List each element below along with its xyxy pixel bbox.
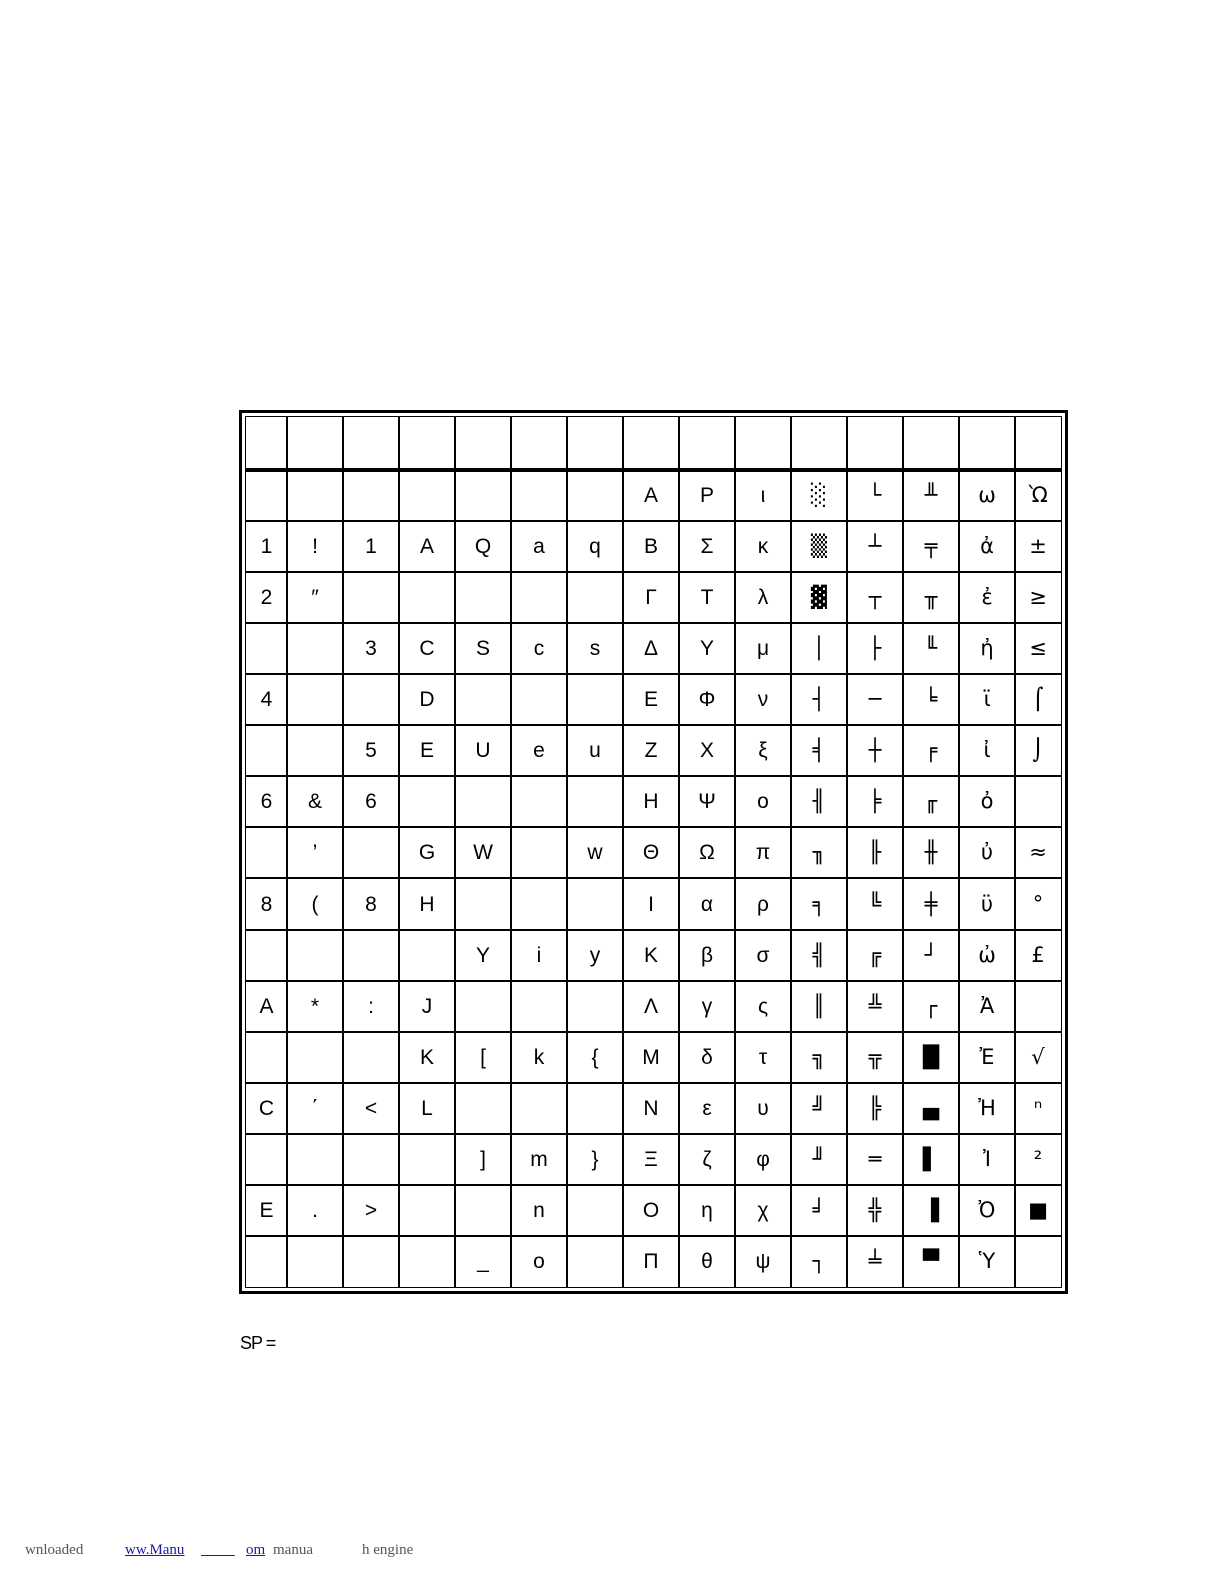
table-cell xyxy=(343,1236,399,1287)
table-cell: [ xyxy=(480,1046,486,1069)
table-cell: w xyxy=(587,841,603,864)
table-cell xyxy=(399,572,455,623)
table-cell xyxy=(246,930,287,981)
table-cell xyxy=(246,725,287,776)
table-cell: 2 xyxy=(260,586,273,609)
table-cell: ϋ xyxy=(980,891,994,916)
table-cell: τ xyxy=(758,1046,768,1069)
table-cell: ╙ xyxy=(924,636,938,660)
table-cell: ■ xyxy=(1028,1198,1048,1222)
table-cell: D xyxy=(419,688,435,711)
table-cell: ! xyxy=(312,535,318,558)
table-cell xyxy=(399,1236,455,1287)
table-cell: 8 xyxy=(260,892,273,916)
table-cell: ω xyxy=(978,483,996,507)
sp-note: SP = xyxy=(240,1333,276,1353)
table-cell xyxy=(511,470,567,521)
table-cell: ≈ xyxy=(1029,840,1047,864)
table-cell: Λ xyxy=(643,995,659,1018)
table-cell: . xyxy=(312,1199,318,1222)
table-cell: U xyxy=(475,739,491,762)
table-cell: Ν xyxy=(643,1097,659,1120)
table-cell: ░ xyxy=(810,483,828,507)
table-cell xyxy=(246,827,287,878)
table-cell: Ι xyxy=(648,892,654,916)
table-cell: κ xyxy=(757,535,769,558)
table-cell: e xyxy=(533,739,545,762)
table-cell xyxy=(735,417,791,470)
table-cell: L xyxy=(421,1097,433,1120)
table-cell xyxy=(287,1236,343,1287)
table-cell: A xyxy=(419,535,434,558)
table-cell xyxy=(246,623,287,674)
table-cell: n xyxy=(533,1199,545,1222)
table-cell xyxy=(343,470,399,521)
table-cell xyxy=(343,827,399,878)
table-cell: ὀ xyxy=(980,789,994,813)
table-cell: ╧ xyxy=(868,1249,882,1273)
table-cell xyxy=(567,981,623,1032)
table-cell xyxy=(287,470,343,521)
table-cell: ▌ xyxy=(922,1147,940,1171)
table-cell xyxy=(511,827,567,878)
table-cell: k xyxy=(533,1046,545,1069)
table-cell xyxy=(1015,417,1061,470)
table-cell: y xyxy=(589,944,601,967)
table-cell xyxy=(287,1032,343,1083)
table-cell xyxy=(399,930,455,981)
table-cell xyxy=(567,1236,623,1287)
table-cell: s xyxy=(589,637,601,660)
table-cell: Π xyxy=(643,1250,659,1273)
table-cell: 1 xyxy=(365,535,377,558)
footer-link-gap[interactable] xyxy=(201,1542,235,1558)
table-cell xyxy=(903,417,959,470)
table-cell xyxy=(1015,981,1061,1032)
table-cell: θ xyxy=(701,1250,713,1273)
table-cell: ε xyxy=(702,1097,712,1120)
table-cell: Ζ xyxy=(644,739,658,762)
table-cell xyxy=(623,417,679,470)
table-cell: ἠ xyxy=(980,636,994,660)
table-cell: ≤ xyxy=(1029,636,1047,660)
table-cell: Ξ xyxy=(644,1148,658,1171)
table-cell xyxy=(246,417,287,470)
table-cell: ┤ xyxy=(812,687,826,711)
table-cell: └ xyxy=(868,483,882,507)
table-cell xyxy=(287,725,343,776)
table-cell xyxy=(567,674,623,725)
table-cell: G xyxy=(418,841,436,864)
table-cell: ὐ xyxy=(980,840,994,864)
table-cell: ⌡ xyxy=(1032,738,1044,762)
table-cell xyxy=(455,417,511,470)
table-cell: √ xyxy=(1031,1045,1045,1069)
table-cell: δ xyxy=(701,1046,713,1069)
table-cell xyxy=(455,674,511,725)
table-cell xyxy=(847,417,903,470)
table-cell: Ἀ xyxy=(979,994,995,1018)
table-cell: ² xyxy=(1033,1147,1043,1171)
table-cell xyxy=(567,776,623,827)
table-cell: ╣ xyxy=(812,943,826,967)
table-cell: ⁿ xyxy=(1033,1096,1043,1120)
table-cell: > xyxy=(364,1199,378,1222)
table-cell: Δ xyxy=(643,637,659,660)
table-cell xyxy=(399,1185,455,1236)
table-cell: Ὑ xyxy=(978,1249,996,1273)
table-cell: ι xyxy=(760,484,766,507)
character-table-grid xyxy=(245,416,1062,1288)
table-cell: ╬ xyxy=(868,1198,882,1222)
table-cell: Χ xyxy=(699,739,714,762)
table-cell xyxy=(287,1134,343,1185)
table-cell xyxy=(399,470,455,521)
table-cell: ⌠ xyxy=(1032,687,1044,711)
table-cell: β xyxy=(700,944,714,967)
table-cell: ┴ xyxy=(868,534,882,558)
table-cell xyxy=(399,417,455,470)
table-cell: χ xyxy=(757,1199,769,1222)
table-cell: η xyxy=(701,1199,713,1222)
table-cell: α xyxy=(700,892,714,916)
table-cell xyxy=(343,572,399,623)
table-cell: ▐ xyxy=(922,1198,940,1222)
table-cell: Ὀ xyxy=(978,1198,996,1222)
table-cell: ἰ xyxy=(983,738,991,762)
table-cell: Σ xyxy=(700,535,714,558)
table-cell: ╨ xyxy=(924,483,938,507)
table-cell: ο xyxy=(757,790,769,813)
table-cell: K xyxy=(419,1046,434,1069)
table-cell xyxy=(511,878,567,930)
table-cell xyxy=(959,417,1015,470)
table-cell: 6 xyxy=(260,790,273,813)
table-cell: ╤ xyxy=(924,534,938,558)
table-cell: ἀ xyxy=(980,534,994,558)
table-cell: ├ xyxy=(868,636,882,660)
table-cell: π xyxy=(755,841,771,864)
table-cell: μ xyxy=(756,637,770,660)
table-cell xyxy=(455,1083,511,1134)
table-cell: Ε xyxy=(643,688,658,711)
table-cell xyxy=(791,417,847,470)
table-cell xyxy=(246,1032,287,1083)
table-cell: £ xyxy=(1031,943,1045,967)
table-cell: ╜ xyxy=(812,1147,826,1171)
table-cell xyxy=(343,1032,399,1083)
table-cell: Β xyxy=(643,535,658,558)
table-cell: u xyxy=(589,739,601,762)
table-cell: ╪ xyxy=(924,891,938,916)
table-cell: _ xyxy=(477,1250,489,1273)
table-cell xyxy=(455,1185,511,1236)
table-cell: c xyxy=(533,637,545,660)
table-cell xyxy=(343,1134,399,1185)
table-cell: W xyxy=(473,841,493,864)
table-cell: ╟ xyxy=(868,840,882,864)
table-cell: ╓ xyxy=(924,789,938,813)
table-cell: Τ xyxy=(700,586,714,609)
table-cell: ╡ xyxy=(812,738,826,762)
table-cell: φ xyxy=(756,1148,770,1171)
table-cell xyxy=(246,470,287,521)
table-cell: ν xyxy=(757,688,769,711)
table-cell: S xyxy=(475,637,490,660)
table-cell: C xyxy=(258,1097,275,1120)
table-cell: ╖ xyxy=(812,840,826,864)
table-cell: ╞ xyxy=(868,789,882,813)
table-cell: 1 xyxy=(260,535,273,558)
footer-text-engine: h engine xyxy=(362,1542,414,1558)
table-cell xyxy=(455,470,511,521)
table-cell: Ἐ xyxy=(979,1045,995,1069)
footer-text-manua: manua xyxy=(273,1542,313,1558)
table-cell xyxy=(455,878,511,930)
table-cell: ὠ xyxy=(978,943,996,967)
table-cell: ψ xyxy=(755,1250,771,1273)
table-cell: ┐ xyxy=(812,1249,826,1273)
table-cell xyxy=(343,417,399,470)
table-cell: ≥ xyxy=(1029,585,1047,609)
table-cell: ╢ xyxy=(812,789,826,813)
table-cell: Ο xyxy=(642,1199,660,1222)
table-cell: * xyxy=(310,995,320,1018)
table-cell: Α xyxy=(643,484,658,507)
table-cell xyxy=(511,417,567,470)
table-cell: Ἠ xyxy=(978,1096,996,1120)
table-cell: A xyxy=(259,995,274,1018)
table-cell xyxy=(679,417,735,470)
table-cell: ρ xyxy=(757,892,769,916)
table-cell xyxy=(399,1134,455,1185)
table-cell: ζ xyxy=(702,1148,712,1171)
table-cell: ╫ xyxy=(924,840,938,864)
table-cell: ° xyxy=(1032,891,1044,916)
table-cell: & xyxy=(307,790,322,813)
table-cell xyxy=(1015,1236,1061,1287)
table-cell: Ἰ xyxy=(983,1147,991,1171)
table-cell xyxy=(455,572,511,623)
table-cell: : xyxy=(368,995,374,1018)
table-cell xyxy=(455,981,511,1032)
table-cell xyxy=(511,1083,567,1134)
table-cell: < xyxy=(364,1097,378,1120)
table-cell: ║ xyxy=(812,994,826,1018)
table-cell: Μ xyxy=(642,1046,660,1069)
table-cell: ┬ xyxy=(868,585,882,609)
table-cell: E xyxy=(419,739,434,762)
table-cell: ╚ xyxy=(868,891,882,916)
table-cell xyxy=(567,417,623,470)
table-cell: ╛ xyxy=(812,1198,826,1222)
table-cell: ± xyxy=(1029,534,1047,558)
footer-text-downloaded: wnloaded xyxy=(25,1542,84,1558)
table-cell: Ω xyxy=(699,841,715,864)
table-cell xyxy=(511,674,567,725)
table-cell xyxy=(567,572,623,623)
table-cell: ’ xyxy=(312,841,318,864)
table-cell xyxy=(246,1134,287,1185)
table-cell: ┼ xyxy=(868,738,882,762)
table-cell: ╗ xyxy=(812,1045,826,1069)
table-cell: ▒ xyxy=(810,534,828,558)
table-cell: i xyxy=(536,944,542,967)
table-cell xyxy=(511,981,567,1032)
table-cell: ╔ xyxy=(868,943,882,967)
table-cell: ] xyxy=(480,1148,486,1171)
table-cell: C xyxy=(419,637,435,660)
table-cell: ϊ xyxy=(983,687,991,711)
table-cell: 5 xyxy=(365,739,377,762)
table-cell: Ψ xyxy=(698,790,716,813)
table-cell xyxy=(287,674,343,725)
table-cell: a xyxy=(533,535,545,558)
table-cell: Η xyxy=(643,790,659,813)
table-cell: } xyxy=(591,1148,599,1171)
table-cell: ▓ xyxy=(810,585,828,609)
table-cell: ─ xyxy=(868,687,882,711)
table-cell: ═ xyxy=(868,1147,882,1171)
table-cell: ╥ xyxy=(924,585,938,609)
table-cell: Θ xyxy=(642,841,660,864)
table-cell: ς xyxy=(757,995,769,1018)
table-cell: │ xyxy=(812,636,826,660)
table-cell: ╠ xyxy=(868,1096,882,1120)
table-cell xyxy=(567,1185,623,1236)
table-cell: ╒ xyxy=(924,738,938,762)
table-cell: ┘ xyxy=(924,943,938,967)
table-cell xyxy=(246,1236,287,1287)
table-cell: 4 xyxy=(260,688,273,711)
table-cell: ἐ xyxy=(981,585,993,609)
table-cell: Q xyxy=(474,535,492,558)
table-cell xyxy=(399,776,455,827)
table-cell: Γ xyxy=(645,586,657,609)
table-cell: Κ xyxy=(643,944,658,967)
footer xyxy=(0,1542,1224,1562)
table-cell xyxy=(567,878,623,930)
table-cell: ╩ xyxy=(868,994,882,1018)
table-cell: ″ xyxy=(311,586,319,609)
table-cell: J xyxy=(421,995,433,1018)
table-cell xyxy=(287,417,343,470)
table-cell: σ xyxy=(756,944,770,967)
table-cell xyxy=(287,930,343,981)
table-cell xyxy=(455,776,511,827)
table-cell xyxy=(343,930,399,981)
table-cell: ┌ xyxy=(924,994,938,1018)
footer-link-om[interactable]: om xyxy=(246,1542,266,1558)
table-cell: Ὼ xyxy=(1028,483,1048,507)
table-cell xyxy=(511,572,567,623)
table-cell: ▄ xyxy=(922,1096,940,1120)
table-cell: ( xyxy=(311,892,319,916)
character-table xyxy=(239,410,1068,1294)
footer-link-manu[interactable]: ww.Manu xyxy=(125,1542,185,1558)
table-cell: 8 xyxy=(365,892,377,916)
table-cell xyxy=(287,623,343,674)
table-cell: E xyxy=(259,1199,274,1222)
table-cell: █ xyxy=(922,1045,940,1069)
table-cell: ╘ xyxy=(924,687,938,711)
table-cell xyxy=(567,470,623,521)
table-cell: o xyxy=(533,1250,545,1273)
table-cell: ╕ xyxy=(812,891,826,916)
table-cell: Ρ xyxy=(699,484,714,507)
table-cell xyxy=(511,776,567,827)
table-cell: ╝ xyxy=(812,1096,826,1120)
table-cell xyxy=(1015,776,1061,827)
table-cell: ╦ xyxy=(868,1045,882,1069)
table-cell xyxy=(343,674,399,725)
table-cell: H xyxy=(419,892,435,916)
table-cell: 6 xyxy=(365,790,377,813)
table-cell: { xyxy=(591,1046,599,1069)
table-cell: ΄ xyxy=(311,1097,319,1120)
table-cell: ▀ xyxy=(922,1249,940,1273)
table-cell: ξ xyxy=(758,739,768,762)
table-cell: υ xyxy=(757,1097,769,1120)
table-cell: Φ xyxy=(698,688,716,711)
table-cell: q xyxy=(589,535,601,558)
table-cell: λ xyxy=(757,586,769,609)
table-cell: 3 xyxy=(365,637,377,660)
table-cell xyxy=(567,1083,623,1134)
table-cell: Y xyxy=(475,944,490,967)
table-cell: m xyxy=(530,1148,548,1171)
table-cell: Υ xyxy=(699,637,714,660)
table-cell: γ xyxy=(701,995,713,1018)
